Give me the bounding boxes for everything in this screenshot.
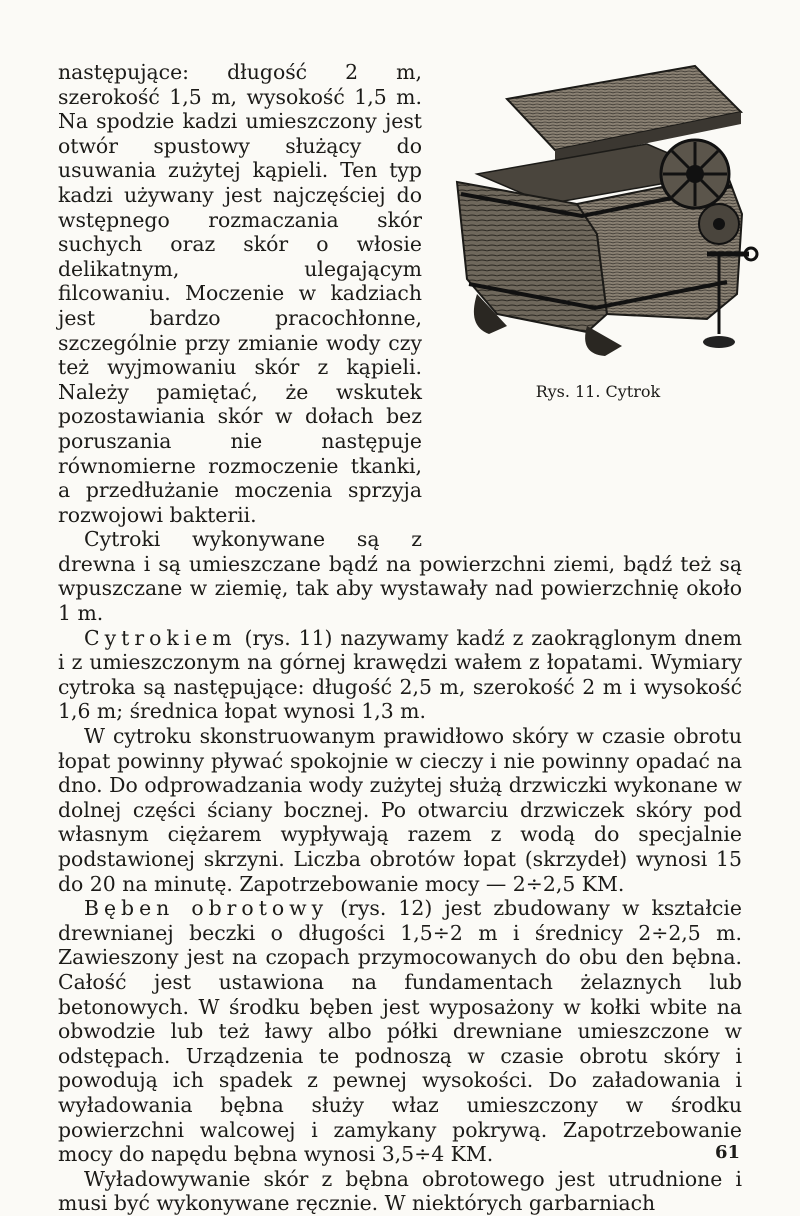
paragraph-1: następujące: długość 2 m, szerokość 1,5 m, wysokość 1,5 m. Na spodzie kadzi umieszczony jest otwór spustowy służący do usuwania zużytej kąpieli. Ten typ kadzi używany jest najczęściej do wstępnego rozmaczania skór suchych oraz skór o włosie delikatnym, ulegającym filcowaniu. Moczenie w kadziach jest bardzo pracochłonne, szczególnie przy zmianie wody czy też wyjmowaniu skór z kąpieli. Należy pamiętać, że wskutek pozostawiania skór w dołach bez poruszania nie następuje równomierne rozmoczenie tkanki, a przedłużanie moczenia sprzyja rozwojowi bakterii.: [58, 60, 422, 527]
term-cytrokiem: Cytrokiem: [84, 625, 237, 650]
term-beben-obrotowy: Bęben obrotowy: [84, 896, 329, 921]
page-body: [58, 60, 742, 1216]
paragraph-3: [58, 626, 742, 724]
paragraph-5-text: (rys. 12) jest zbudowany w kształcie drewnianej beczki o długości 1,5÷2 m i średnicy 2÷2,5 m. Zawieszony jest na czopach przymocowanych do obu den bębna. Całość jest ustawiona na fundamentach żelaznych lub betonowych. W środku bęben jest wyposażony w kołki wbite na obwodzie lub też ławy albo półki drewniane umieszczone w odstępach. Urządzenia te podnoszą w czasie obrotu skóry i powodują ich spadek z pewnej wysokości. Do załadowania i wyładowania bębna służy właz umieszczony w środku powierzchni walcowej i zamykany pokrywą. Zapotrzebowanie mocy do napędu bębna wynosi 3,5÷4 KM.: [58, 896, 742, 1167]
paragraph-6: Wyładowywanie skór z bębna obrotowego jest utrudnione i musi być wykonywane ręcznie. W niektórych garbarniach: [58, 1166, 742, 1216]
paragraph-4: W cytroku skonstruowanym prawidłowo skóry w czasie obrotu łopat powinny pływać spokojnie w cieczy i nie powinny opadać na dno. Do odprowadzania wody zużytej służą drzwiczki wykonane w dolnej części ściany bocznej. Po otwarciu drzwiczek skóry pod własnym ciężarem wypływają razem z wodą do specjalnie podstawionej skrzyni. Liczba obrotów łopat (skrzydeł) wynosi 15 do 20 na minutę. Zapotrzebowanie mocy — 2÷2,5 KM.: [58, 724, 742, 896]
page-number: 61: [714, 1142, 740, 1163]
figure-cytrok: [436, 64, 760, 534]
cytrok-illustration: [437, 64, 759, 364]
paragraph-3-text: (rys. 11) nazywamy kadź z zaokrąglonym dnem i z umieszczonym na górnej krawędzi wałem z łopatami. Wymiary cytroka są następujące: długość 2,5 m, szerokość 2 m i wysokość 1,6 m; średnica łopat wynosi 1,3 m.: [58, 625, 742, 724]
figure-caption: Rys. 11. Cytrok: [535, 382, 661, 401]
paragraph-5: [58, 896, 742, 1167]
paragraph-2: Cytroki wykonywane są z drewna i są umieszczane bądź na powierzchni ziemi, bądź też są wpuszczane w ziemię, tak aby wystawały nad powierzchnię około 1 m.: [58, 527, 742, 626]
